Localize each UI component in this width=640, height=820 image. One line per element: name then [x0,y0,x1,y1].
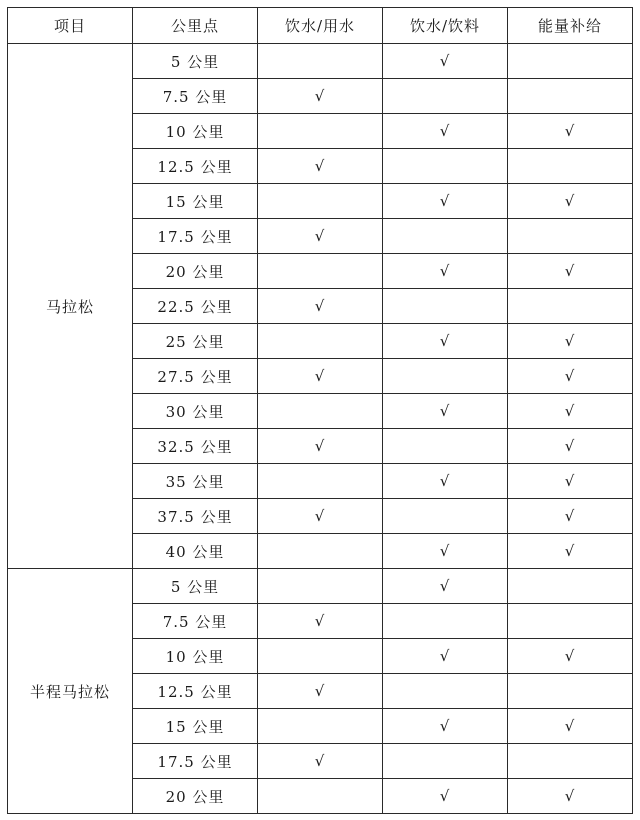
supply-station-table [7,7,633,814]
energy-cell [508,604,633,639]
header-water: 饮水/用水 [258,8,383,44]
drink-cell [383,359,508,394]
check-mark-icon: √ [314,507,326,525]
check-mark-icon: √ [439,542,451,560]
water-cell [258,254,383,289]
check-mark-icon: √ [439,332,451,350]
water-cell [258,44,383,79]
check-mark-icon: √ [564,122,576,140]
energy-cell [508,254,633,289]
drink-cell [383,604,508,639]
drink-cell [383,44,508,79]
header-drink: 饮水/饮料 [383,8,508,44]
drink-cell [383,569,508,604]
check-mark-icon: √ [564,332,576,350]
km-point-cell: 20 公里 [133,254,258,289]
km-point-cell: 7.5 公里 [133,79,258,114]
check-mark-icon: √ [314,752,326,770]
energy-cell [508,639,633,674]
check-mark-icon: √ [564,367,576,385]
check-mark-icon: √ [314,682,326,700]
water-cell [258,464,383,499]
check-mark-icon: √ [564,472,576,490]
header-energy: 能量补给 [508,8,633,44]
energy-cell [508,114,633,149]
km-point-cell: 30 公里 [133,394,258,429]
header-event: 项目 [8,8,133,44]
energy-cell [508,429,633,464]
km-point-cell: 15 公里 [133,184,258,219]
header-km-point: 公里点 [133,8,258,44]
km-point-cell: 35 公里 [133,464,258,499]
energy-cell [508,569,633,604]
energy-cell [508,709,633,744]
water-cell [258,324,383,359]
energy-cell [508,359,633,394]
km-point-cell: 10 公里 [133,114,258,149]
drink-cell [383,674,508,709]
water-cell [258,429,383,464]
energy-cell [508,79,633,114]
check-mark-icon: √ [439,787,451,805]
check-mark-icon: √ [564,542,576,560]
drink-cell [383,499,508,534]
energy-cell [508,324,633,359]
energy-cell [508,289,633,324]
km-point-cell: 7.5 公里 [133,604,258,639]
km-point-cell: 22.5 公里 [133,289,258,324]
drink-cell [383,149,508,184]
check-mark-icon: √ [314,87,326,105]
check-mark-icon: √ [439,717,451,735]
energy-cell [508,779,633,814]
check-mark-icon: √ [564,192,576,210]
water-cell [258,604,383,639]
water-cell [258,114,383,149]
table-row [8,44,633,79]
km-point-cell: 12.5 公里 [133,149,258,184]
check-mark-icon: √ [564,507,576,525]
check-mark-icon: √ [439,577,451,595]
energy-cell [508,149,633,184]
check-mark-icon: √ [314,437,326,455]
check-mark-icon: √ [439,122,451,140]
km-point-cell: 5 公里 [133,44,258,79]
drink-cell [383,534,508,569]
km-point-cell: 20 公里 [133,779,258,814]
check-mark-icon: √ [439,192,451,210]
check-mark-icon: √ [314,367,326,385]
check-mark-icon: √ [439,647,451,665]
water-cell [258,779,383,814]
check-mark-icon: √ [564,787,576,805]
check-mark-icon: √ [314,227,326,245]
km-point-cell: 37.5 公里 [133,499,258,534]
drink-cell [383,779,508,814]
km-point-cell: 12.5 公里 [133,674,258,709]
energy-cell [508,44,633,79]
check-mark-icon: √ [564,402,576,420]
energy-cell [508,534,633,569]
table-body [8,44,633,814]
water-cell [258,639,383,674]
table-header-row [8,8,633,44]
km-point-cell: 15 公里 [133,709,258,744]
water-cell [258,79,383,114]
water-cell [258,674,383,709]
km-point-cell: 40 公里 [133,534,258,569]
drink-cell [383,744,508,779]
water-cell [258,569,383,604]
drink-cell [383,639,508,674]
km-point-cell: 5 公里 [133,569,258,604]
km-point-cell: 27.5 公里 [133,359,258,394]
energy-cell [508,674,633,709]
energy-cell [508,394,633,429]
drink-cell [383,709,508,744]
energy-cell [508,744,633,779]
water-cell [258,289,383,324]
check-mark-icon: √ [314,612,326,630]
energy-cell [508,464,633,499]
km-point-cell: 32.5 公里 [133,429,258,464]
km-point-cell: 10 公里 [133,639,258,674]
drink-cell [383,219,508,254]
check-mark-icon: √ [564,262,576,280]
drink-cell [383,429,508,464]
water-cell [258,499,383,534]
drink-cell [383,394,508,429]
check-mark-icon: √ [439,402,451,420]
drink-cell [383,184,508,219]
drink-cell [383,114,508,149]
check-mark-icon: √ [439,472,451,490]
check-mark-icon: √ [564,647,576,665]
water-cell [258,534,383,569]
drink-cell [383,289,508,324]
energy-cell [508,499,633,534]
drink-cell [383,464,508,499]
water-cell [258,709,383,744]
event-name-cell: 半程马拉松 [8,569,133,814]
check-mark-icon: √ [439,52,451,70]
water-cell [258,744,383,779]
water-cell [258,149,383,184]
water-cell [258,394,383,429]
km-point-cell: 25 公里 [133,324,258,359]
event-name-cell: 马拉松 [8,44,133,569]
check-mark-icon: √ [564,717,576,735]
table-row [8,569,633,604]
water-cell [258,184,383,219]
check-mark-icon: √ [564,437,576,455]
drink-cell [383,79,508,114]
drink-cell [383,254,508,289]
energy-cell [508,184,633,219]
drink-cell [383,324,508,359]
water-cell [258,219,383,254]
energy-cell [508,219,633,254]
km-point-cell: 17.5 公里 [133,219,258,254]
check-mark-icon: √ [314,157,326,175]
check-mark-icon: √ [314,297,326,315]
check-mark-icon: √ [439,262,451,280]
water-cell [258,359,383,394]
km-point-cell: 17.5 公里 [133,744,258,779]
